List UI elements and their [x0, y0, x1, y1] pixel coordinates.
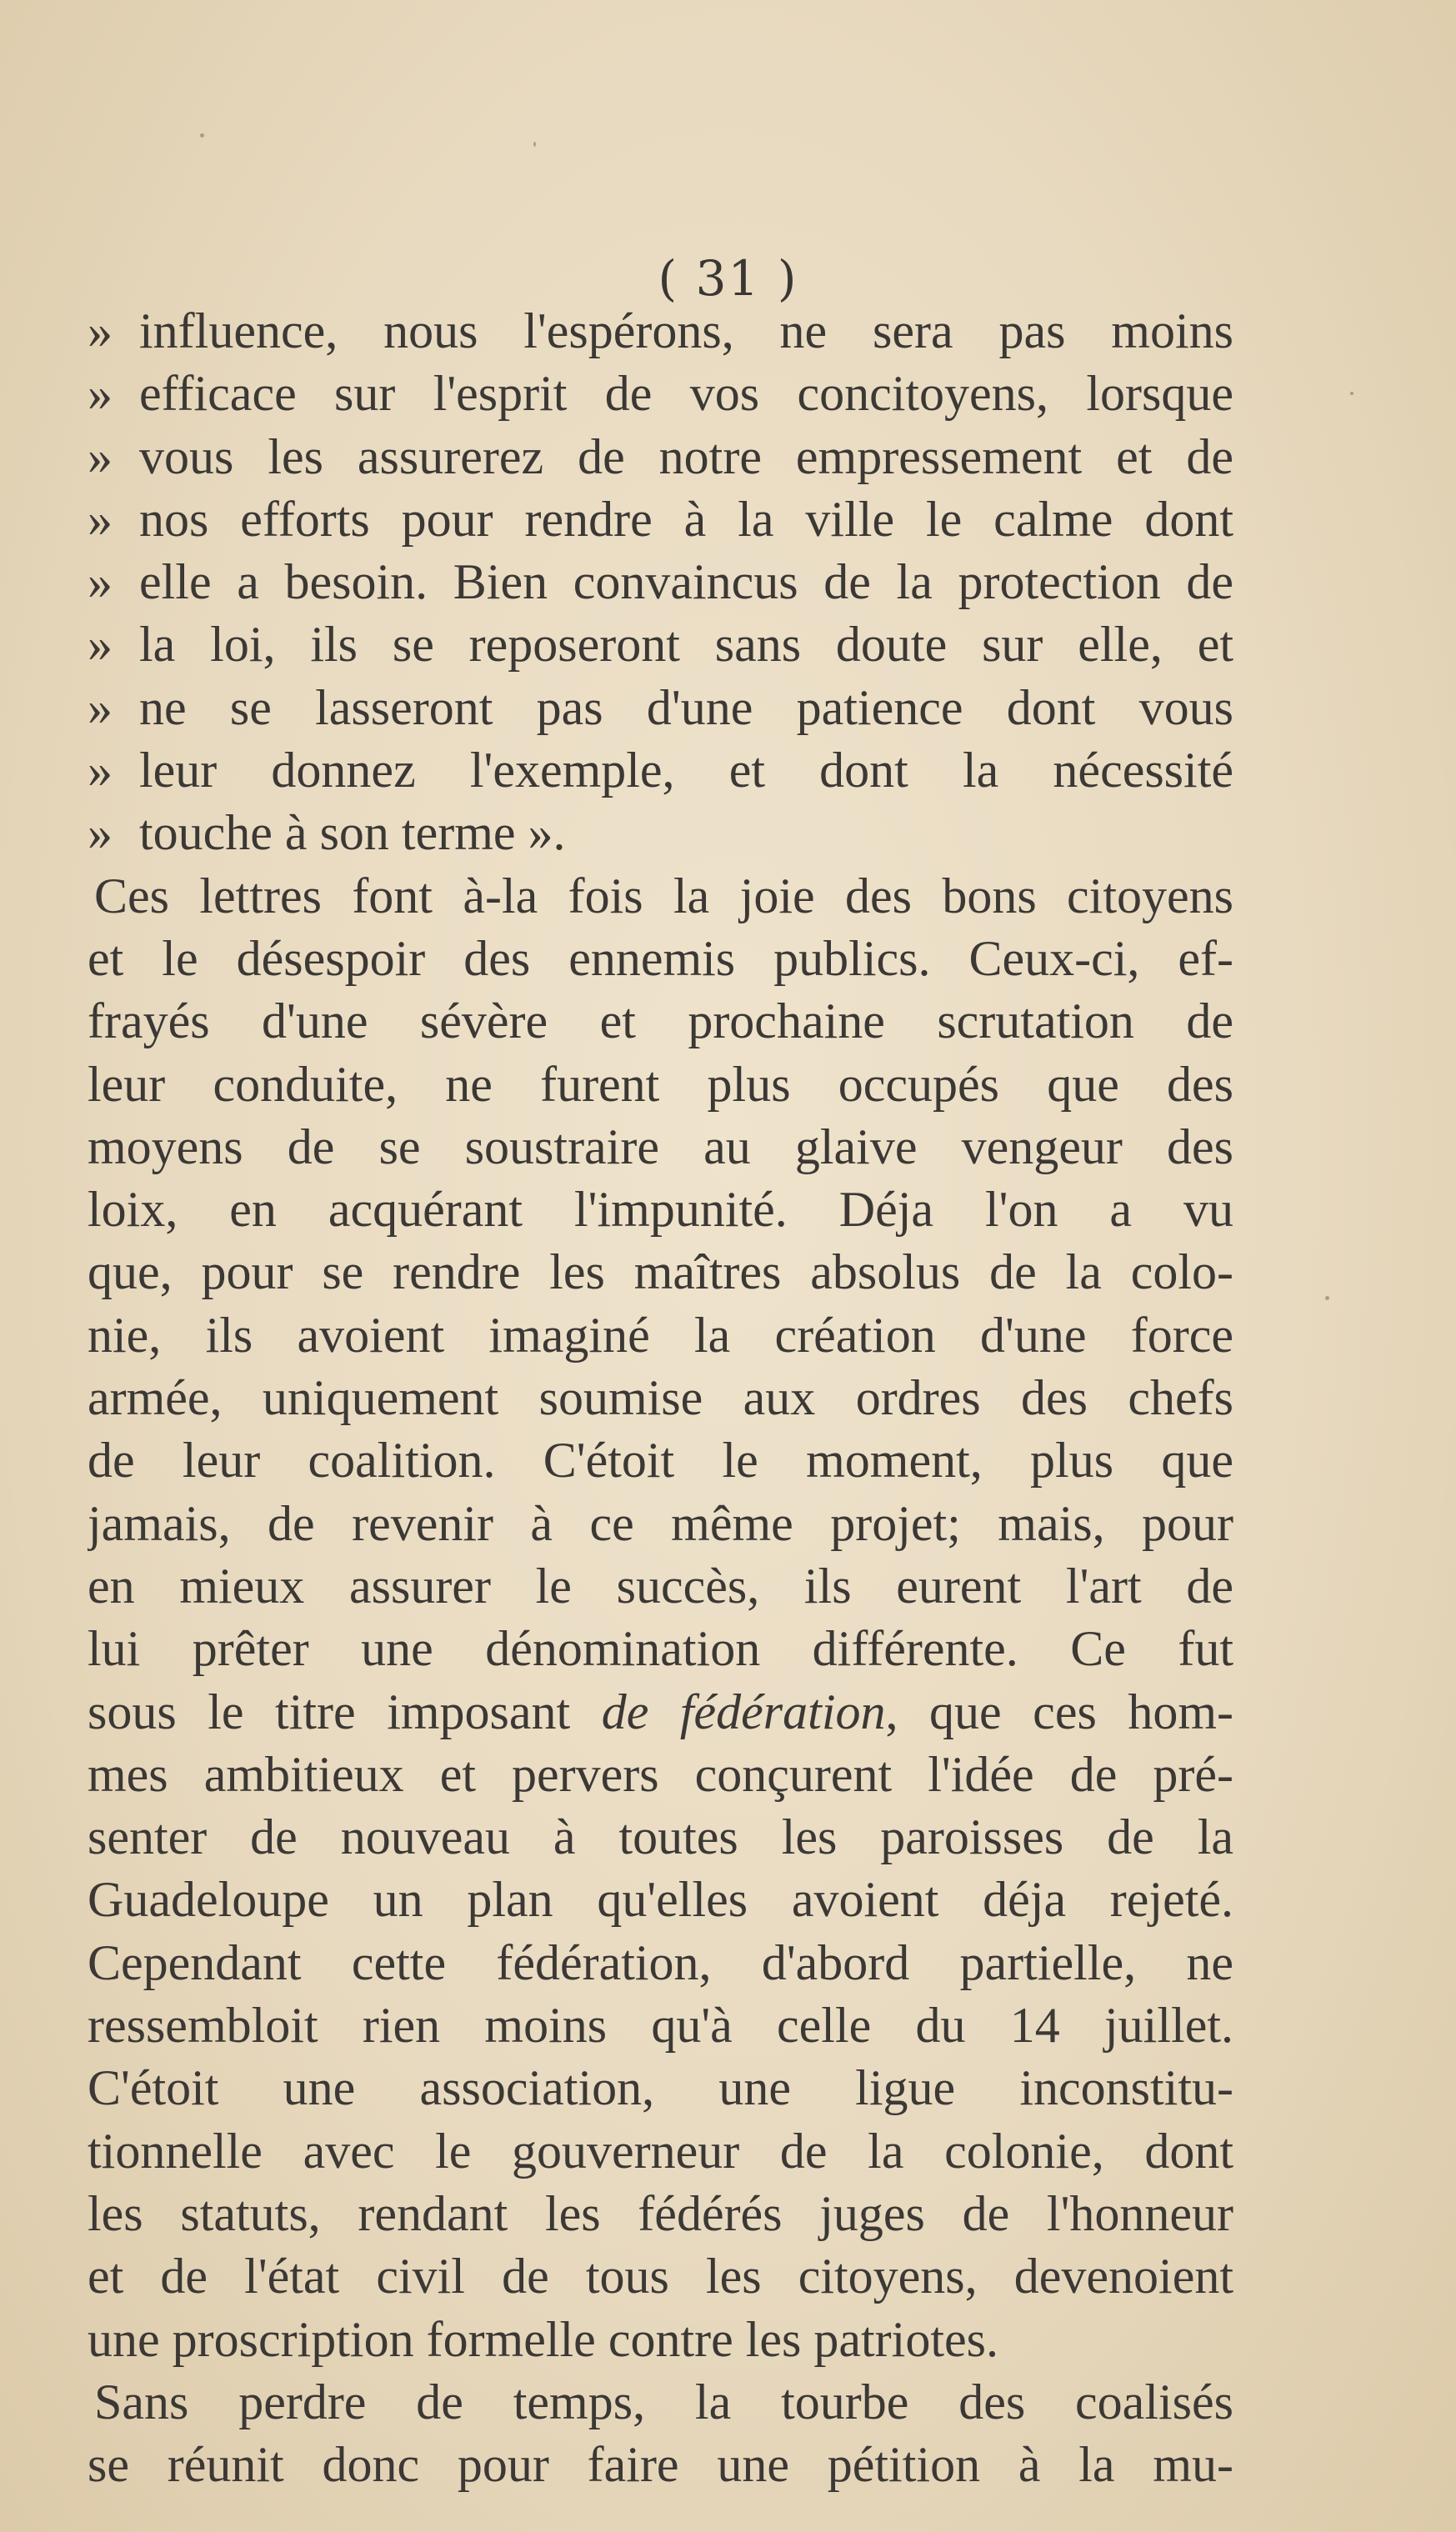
text-line: leur conduite, ne furent plus occupés que des [88, 1056, 1233, 1112]
text-line: de leur coalition. C'étoit le moment, plus que [88, 1433, 1233, 1489]
text-line: la loi, ils se reposeront sans doute sur elle, et [139, 617, 1233, 673]
text-line: que, pour se rendre les maîtres absolus de la colo- [88, 1244, 1233, 1300]
text-line: senter de nouveau à toutes les paroisses de la [88, 1809, 1233, 1865]
paper-speck [200, 133, 204, 138]
text-line: lui prêter une dénomination différente. Ce fut [88, 1621, 1233, 1677]
quotation-block [88, 300, 1233, 865]
text-line: Cependant cette fédération, d'abord partielle, ne [88, 1934, 1233, 1990]
paragraph [88, 2371, 1233, 2497]
paper-speck [1325, 1296, 1329, 1300]
text-line: C'étoit une association, une ligue inconstitu- [88, 2060, 1233, 2116]
paper-speck [533, 142, 536, 147]
text-line: vous les assurerez de notre empressement et de [139, 428, 1233, 484]
text-run: sous le titre imposant [88, 1684, 571, 1739]
quote-mark: » [88, 366, 113, 422]
text-line: leur donnez l'exemple, et dont la nécessité [139, 743, 1233, 798]
quote-mark: » [88, 679, 113, 735]
text-run: , que ces hom- [885, 1684, 1233, 1739]
text-line: elle a besoin. Bien convaincus de la protection de [139, 554, 1233, 610]
text-line: ressembloit rien moins qu'à celle du 14 juillet. [88, 1998, 1233, 2054]
text-line: Ces lettres font à-la fois la joie des bons citoyens [94, 868, 1233, 923]
paper-speck [1350, 392, 1353, 395]
text-line: nos efforts pour rendre à la ville le calme dont [139, 491, 1233, 547]
text-line: nie, ils avoient imaginé la création d'une force [88, 1307, 1233, 1363]
text-line: mes ambitieux et pervers conçurent l'idée de pré- [88, 1746, 1233, 1802]
text-line: frayés d'une sévère et prochaine scrutation de [88, 993, 1233, 1049]
text-line: moyens de se soustraire au glaive vengeur des [88, 1118, 1233, 1174]
quote-mark: » [88, 743, 113, 798]
text-line: Sans perdre de temps, la tourbe des coalisés [94, 2374, 1233, 2429]
text-line: se réunit donc pour faire une pétition à la mu- [88, 2437, 1233, 2493]
text-line: influence, nous l'espérons, ne sera pas moins [139, 303, 1233, 358]
text-line: et le désespoir des ennemis publics. Ceux-ci, ef- [88, 930, 1233, 986]
text-line: et de l'état civil de tous les citoyens, devenoient [88, 2249, 1233, 2304]
quote-mark: » [88, 617, 113, 673]
italic-phrase: de fédération [601, 1684, 886, 1739]
text-line: les statuts, rendant les fédérés juges de l'honneur [88, 2185, 1233, 2241]
text-line: Guadeloupe un plan qu'elles avoient déja rejeté. [88, 1872, 1233, 1928]
quote-mark: » [88, 805, 113, 861]
body-text [88, 300, 1233, 2496]
page-number: ( 31 ) [658, 250, 798, 307]
quote-mark: » [88, 491, 113, 547]
quote-mark: » [88, 428, 113, 484]
text-line: jamais, de revenir à ce même projet; mais, pour [88, 1495, 1233, 1551]
text-line: en mieux assurer le succès, ils eurent l'art de [88, 1558, 1233, 1614]
text-line: touche à son terme ». [139, 805, 566, 861]
text-line [88, 1681, 1233, 1744]
text-line: tionnelle avec le gouverneur de la colonie, dont [88, 2123, 1233, 2179]
paragraph [88, 865, 1233, 2371]
text-line: efficace sur l'esprit de vos concitoyens, lorsque [139, 366, 1233, 422]
text-line: loix, en acquérant l'impunité. Déja l'on a vu [88, 1182, 1233, 1238]
text-line: ne se lasseront pas d'une patience dont vous [139, 679, 1233, 735]
text-line: une proscription formelle contre les patriotes. [88, 2311, 998, 2367]
text-line: armée, uniquement soumise aux ordres des chefs [88, 1370, 1233, 1426]
quote-mark: » [88, 303, 113, 358]
quote-mark: » [88, 554, 113, 610]
